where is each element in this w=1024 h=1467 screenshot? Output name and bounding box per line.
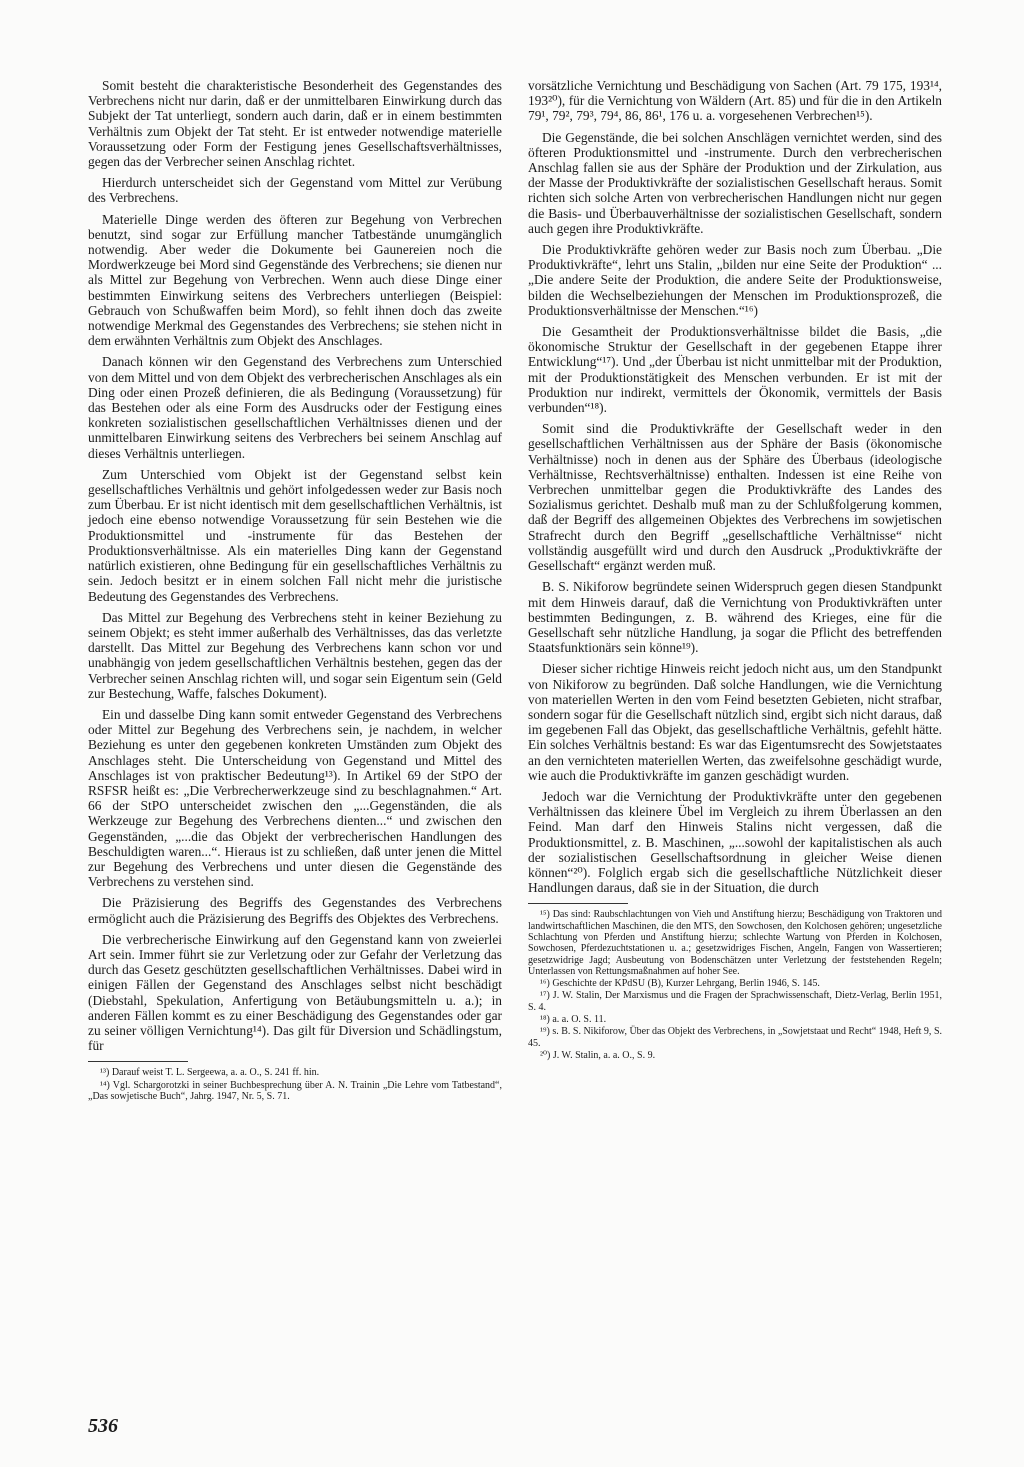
body-paragraph: Danach können wir den Gegenstand des Verbrechens zum Unterschied von dem Mittel und von dem Objekt des verbrecherischen Anschlages als ein Ding oder einen Prozeß definieren, die als Bedingung (Voraussetzung) für das Bestehen oder als eine Form des Ausdrucks oder der Festigung eines konkreten sozialistischen gesellschaftlichen Verhältnisses dienen und der unmittelbaren Einwirkung seitens des Verbrechers bei seinem Anschlag auf dieses Verhältnis unterliegen.: [88, 354, 502, 461]
body-paragraph: Die Gegenstände, die bei solchen Anschlägen vernichtet werden, sind des öfteren Produktionsmittel und -instrumente. Durch den verbrecherischen Anschlag fallen sie aus der Sphäre der Produktion und der Zirkulation, aus der Masse der Produktivkräfte der sozialistischen Gesellschaft heraus. Somit richten sich solche Arten von verbrecherischen Handlungen nicht nur gegen die Basis- und Überbauverhältnisse der sozialistischen Gesellschaft, sondern auch gegen ihre Produktivkräfte.: [528, 129, 942, 236]
body-paragraph: Die Gesamtheit der Produktionsverhältnisse bildet die Basis, „die ökonomische Struktur der Gesellschaft in der gegebenen Etappe ihrer Entwicklung“¹⁷). Und „der Überbau ist nicht unmittelbar mit der Produktion, mit der Produktionstätigkeit des Menschen verbunden. Er ist mit der Produktion nur indirekt, vermittels der Ökonomik, vermittels der Basis verbunden“¹⁸).: [528, 324, 942, 416]
body-paragraph: Das Mittel zur Begehung des Verbrechens steht in keiner Beziehung zu seinem Objekt; es steht immer außerhalb des Verhältnisses, das das verletzte darstellt. Das Mittel zur Begehung des Verbrechens kann schon vor und unabhängig von jedem gesellschaftlichen Verhältnis bestehen, gegen das der Verbrecher seinen Anschlag richten will, und sogar sein Eigentum sein (Geld zur Bestechung, Waffe, falsches Dokument).: [88, 609, 502, 701]
footnote: ¹⁸) a. a. O. S. 11.: [540, 1014, 607, 1026]
footnote-divider: [528, 903, 628, 904]
footnote: ¹⁴) Vgl. Schargorotzki in seiner Buchbesprechung über A. N. Trainin „Die Lehre vom Tatbestand“, „Das sowjetische Buch“, Jahrg. 1947, Nr. 5, S. 71.: [88, 1079, 502, 1102]
footnote: ¹⁷) J. W. Stalin, Der Marxismus und die Fragen der Sprachwissenschaft, Dietz-Verlag, Berlin 1951, S. 4.: [528, 990, 942, 1013]
footnote: ¹⁵) Das sind: Raubschlachtungen von Vieh und Anstiftung hierzu; Beschädigung von Traktoren und landwirtschaftlichen Maschinen, die den MTS, den Sowchosen, den Kolchosen gehören; ungesetzliche Schlachtung von Pferden und Anstiftung hierzu; schlechte Wartung von Pferden in Kolchosen, Sowchosen, Pferdezuchtstationen u. a.; gesetzwidriges Fischen, Angeln, Fangen von Wassertieren; gesetzwidrige Jagd; Ausbeutung von Bodenschätzen unter Verletzung der feststehenden Regeln; Unterlassen von Rettungsmaßnahmen auf hoher See.: [528, 909, 942, 977]
body-paragraph: Zum Unterschied vom Objekt ist der Gegenstand selbst kein gesellschaftliches Verhältnis und gehört infolgedessen weder zur Basis noch zum Überbau. Er ist nicht identisch mit dem gesellschaftlichen Verhältnis, ist jedoch eine ebenso notwendige Voraussetzung für sein Bestehen wie die Produktionsmittel und -instrumente für das Bestehen der Produktionsverhältnisse. Als ein materielles Ding kann der Gegenstand natürlich existieren, ohne Bedingung für ein gesellschaftliches Verhältnis zu sein. Jedoch besitzt er in einem solchen Fall nicht mehr die juristische Bedeutung des Gegenstandes des Verbrechens.: [88, 466, 502, 604]
body-paragraph: vorsätzliche Vernichtung und Beschädigung von Sachen (Art. 79 175, 193¹⁴, 193²⁰), für die Vernichtung von Wäldern (Art. 85) und für die in den Artikeln 79¹, 79², 79³, 79⁴, 86, 86¹, 176 u. a. vorgesehenen Verbrechen¹⁵).: [528, 78, 942, 124]
footnote: ¹³) Darauf weist T. L. Sergeewa, a. a. O., S. 241 ff. hin.: [100, 1067, 320, 1079]
footnote: ²⁰) J. W. Stalin, a. a. O., S. 9.: [540, 1049, 656, 1061]
footnote: ¹⁶) Geschichte der KPdSU (B), Kurzer Lehrgang, Berlin 1946, S. 145.: [540, 978, 820, 990]
body-paragraph: Ein und dasselbe Ding kann somit entweder Gegenstand des Verbrechens oder Mittel zur Begehung des Verbrechens sein, je nachdem, in welcher Beziehung es unter den gegebenen konkreten Umständen zum Objekt des Anschlages steht. Die Unterscheidung von Gegenstand und Mittel des Anschlages ist von praktischer Bedeutung¹³). In Artikel 69 der StPO der RSFSR heißt es: „Die Verbrecherwerkzeuge sind zu beschlagnahmen.“ Art. 66 der StPO unterscheidet zwischen den „...Gegenständen, die als Werkzeuge zur Begehung des Verbrechens dienten...“ und zwischen den Gegenständen, „...die das Objekt der verbrecherischen Handlungen des Beschuldigten waren...“. Hieraus ist zu schließen, daß unter jenen die Mittel zur Begehung des Verbrechens und unter diesen die Gegenstände des Verbrechens zu verstehen sind.: [88, 706, 502, 890]
body-paragraph: Die Produktivkräfte gehören weder zur Basis noch zum Überbau. „Die Produktivkräfte“, lehrt uns Stalin, „bilden nur eine Seite der Produktion“ ... „Die andere Seite der Produktion, die andere Seite der Produktionsweise, bilden die Wechselbeziehungen der Menschen im Produktionsprozeß, die Produktionsverhältnisse der Menschen.“¹⁶): [528, 242, 942, 318]
body-paragraph: Dieser sicher richtige Hinweis reicht jedoch nicht aus, um den Standpunkt von Nikiforow zu begründen. Daß solche Handlungen, wie die Vernichtung von materiellen Werten in den vom Feind besetzten Gebieten, nicht strafbar, sondern sogar für die Gesellschaft nützlich sind, ergibt sich nicht daraus, daß im gegebenen Fall das Objekt, das gesellschaftliche Verhältnis, gefehlt hätte. Ein solches Verhältnis bestand: Es war das Eigentumsrecht des Sowjetstaates an den vernichteten materiellen Werten, das zweifelsohne geschädigt wurde, wie auch die Produktivkräfte im ganzen geschädigt wurden.: [528, 661, 942, 783]
right-column: [528, 78, 942, 1062]
body-paragraph: Hierdurch unterscheidet sich der Gegenstand vom Mittel zur Verübung des Verbrechens.: [88, 175, 502, 206]
body-paragraph: Die verbrecherische Einwirkung auf den Gegenstand kann von zweierlei Art sein. Immer führt sie zur Verletzung oder zur Gefahr der Verletzung das durch das Gesetz geschützten gesellschaftlichen Verhältnisses. Dabei wird in einigen Fällen der Gegenstand des Anschlages selbst nicht beschädigt (Diebstahl, Spekulation, Anfertigung von Betäubungsmitteln u. a.); in anderen Fällen kommt es zu einer Beschädigung des Gegenstandes oder gar zu seiner völligen Vernichtung¹⁴). Das gilt für Diversion und Schädlingstum, für: [88, 931, 502, 1054]
body-paragraph: Somit besteht die charakteristische Besonderheit des Gegenstandes des Verbrechens nicht nur darin, daß er der unmittelbaren Einwirkung durch das Subjekt der Tat unterliegt, sondern auch darin, daß er in einem bestimmten Verhältnis zum Objekt der Tat steht. Er ist entweder notwendige materielle Voraussetzung oder Form der Festigung jenes Gesellschaftsverhältnisses, gegen das der Verbrecher seinen Anschlag richtet.: [88, 78, 502, 170]
body-paragraph: Materielle Dinge werden des öfteren zur Begehung von Verbrechen benutzt, sind sogar zur Erfüllung mancher Tatbestände unumgänglich notwendig. Aber weder die Dokumente bei Gaunereien noch die Mordwerkzeuge bei Mord sind Gegenstände des Verbrechens; sie dienen nur als Mittel zur Begehung von Verbrechen. Wenn auch diese Dinge einer bestimmten Einwirkung seitens des Verbrechers unterliegen (Beispiel: Gebrauch von Schußwaffen beim Mord), so fehlt ihnen doch das zweite notwendige Merkmal des Gegenstandes des Verbrechens; sie stehen nicht in dem erwähnten Verhältnis zum Objekt des Anschlages.: [88, 211, 502, 349]
body-paragraph: B. S. Nikiforow begründete seinen Widerspruch gegen diesen Standpunkt mit dem Hinweis darauf, daß die Vernichtung von Produktivkräften unter bestimmten Bedingungen, z. B. während des Krieges, eine für die Gesellschaft sehr nützliche Handlung, ja sogar die Pflicht des betreffenden Staatsfunktionärs sein könne¹⁹).: [528, 579, 942, 656]
left-column: [88, 78, 502, 1103]
body-paragraph: Somit sind die Produktivkräfte der Gesellschaft weder in den gesellschaftlichen Verhältnissen aus der Sphäre der Basis (ökonomische Verhältnisse) noch in denen aus der Sphäre des Überbaus (ideologische Verhältnisse, Rechtsverhältnisse) enthalten. Indessen ist eine Reihe von Verbrechen unmittelbar gegen die Produktivkräfte des Landes des Sozialismus gerichtet. Deshalb muß man zu der Schlußfolgerung kommen, daß der Begriff des allgemeinen Objektes des Verbrechens im sowjetischen Strafrecht durch den Begriff „gesellschaftliche Verhältnisse“ nicht vollständig ausgefüllt wird und durch den Ausdruck „Produktivkräfte der Gesellschaft“ ergänzt werden muß.: [528, 421, 942, 574]
footnote: ¹⁹) s. B. S. Nikiforow, Über das Objekt des Verbrechens, in „Sowjetstaat und Recht“ 1948, Heft 9, S. 45.: [528, 1026, 942, 1049]
footnote-divider: [88, 1061, 188, 1062]
body-paragraph: Jedoch war die Vernichtung der Produktivkräfte unter den gegebenen Verhältnissen das kleinere Übel im Vergleich zu ihrem Überlassen an den Feind. Man darf den Hinweis Stalins nicht vergessen, daß die Produktionsmittel, z. B. Maschinen, „...sowohl der kapitalistischen als auch der sozialistischen Gesellschaftsordnung in gleicher Weise dienen können“²⁰). Folglich ergab sich die gesellschaftliche Nützlichkeit dieser Handlungen daraus, daß sie in der Situation, die durch: [528, 788, 942, 896]
body-paragraph: Die Präzisierung des Begriffs des Gegenstandes des Verbrechens ermöglicht auch die Präzisierung des Begriffs des Objektes des Verbrechens.: [88, 895, 502, 926]
page-number: 536: [88, 1415, 118, 1437]
